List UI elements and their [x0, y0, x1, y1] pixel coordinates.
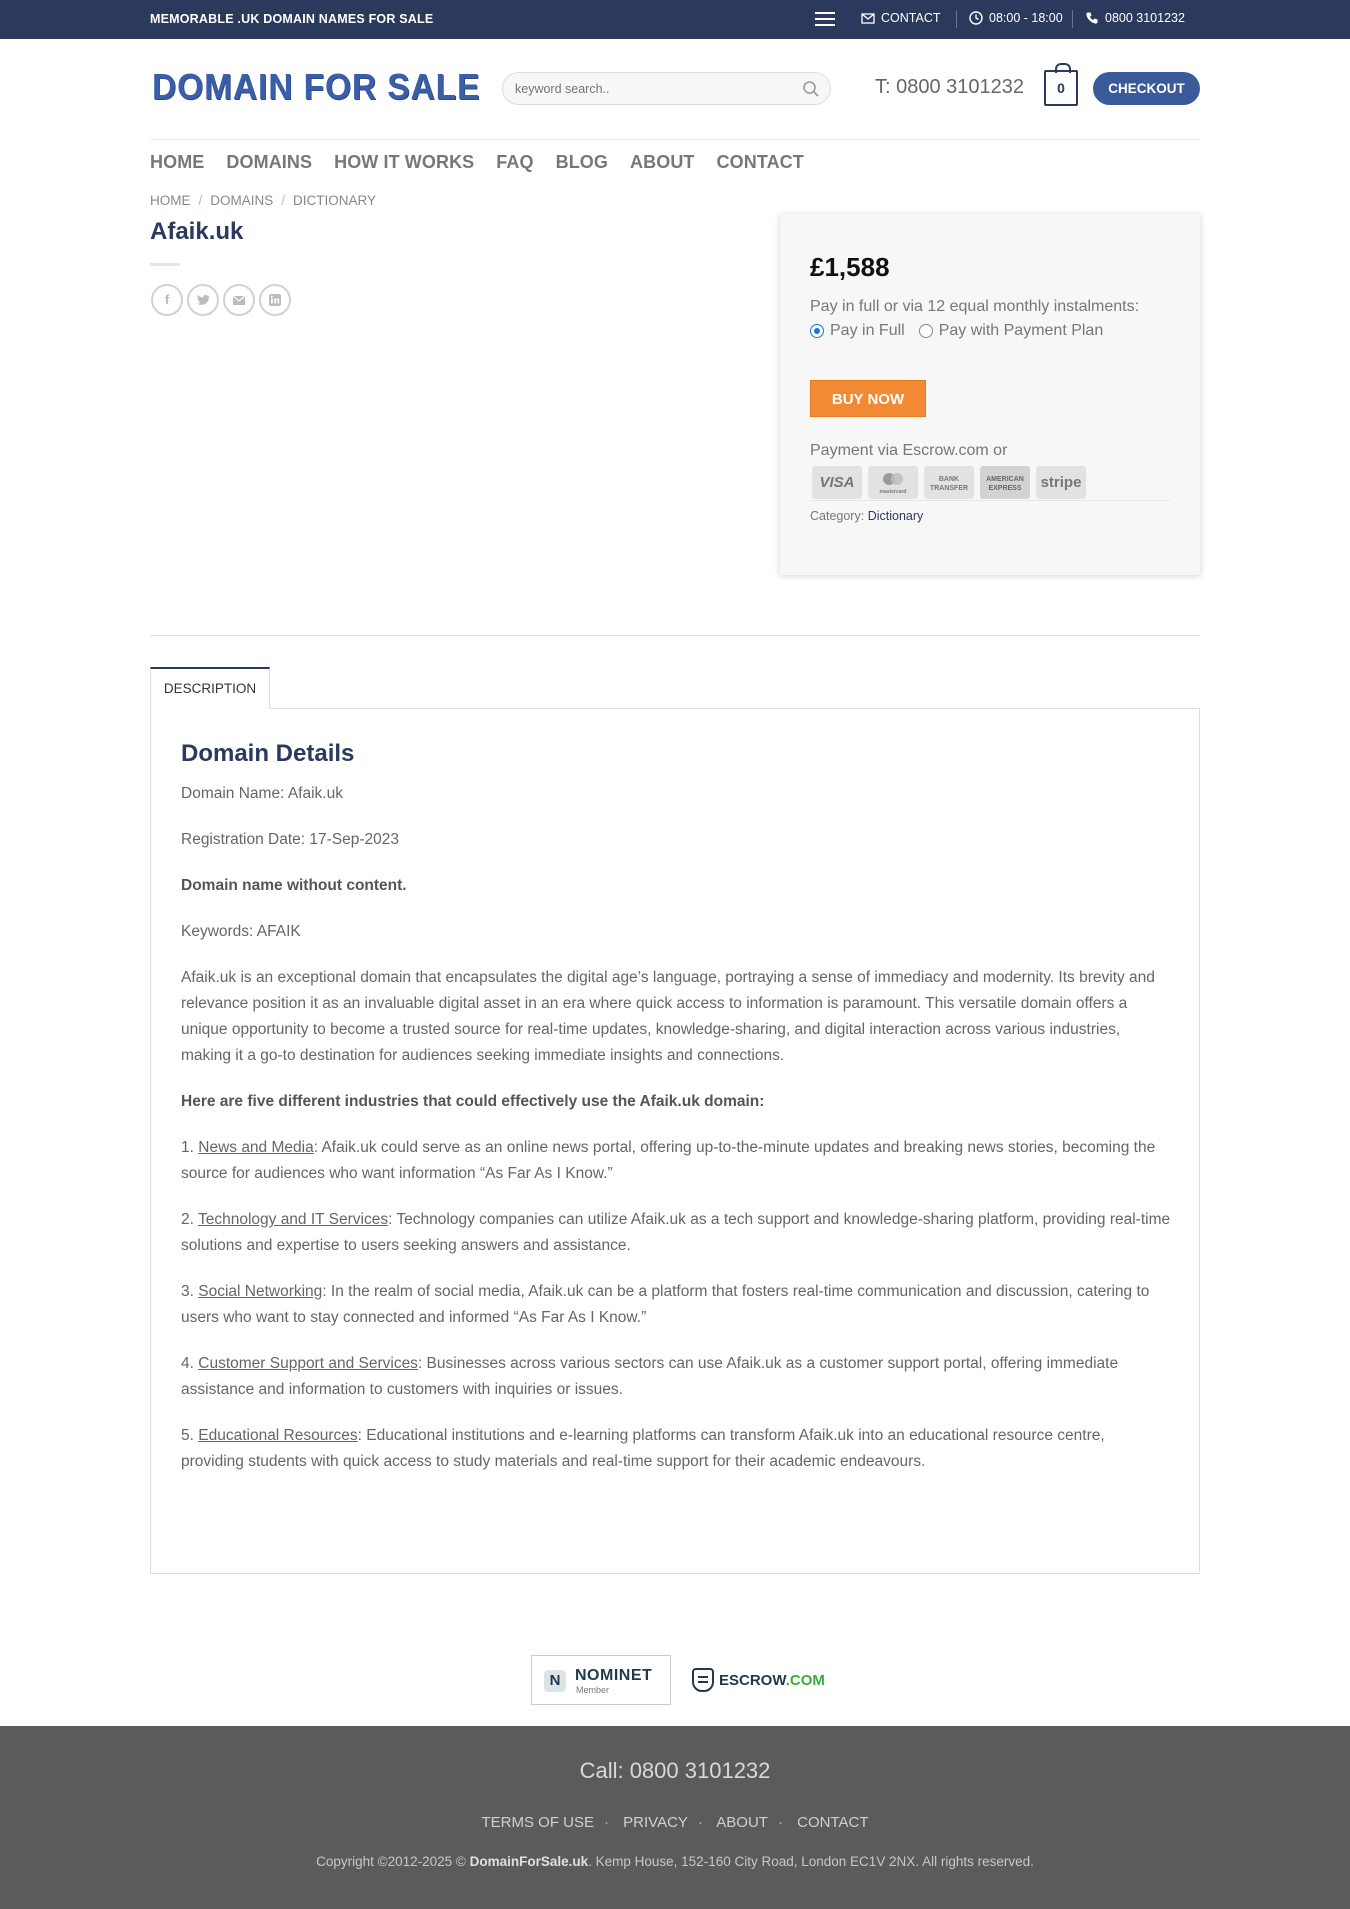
topbar-phone-link[interactable] [1085, 11, 1185, 25]
mastercard-icon [868, 466, 918, 499]
divider [810, 500, 1170, 501]
list-item [181, 1423, 1171, 1475]
nominet-member-logo[interactable] [531, 1655, 671, 1705]
copyright-prefix: Copyright ©2012-2025 © [316, 1854, 470, 1869]
item-number: 5. [181, 1427, 194, 1444]
separator: · [777, 1814, 783, 1831]
industry-link[interactable]: News and Media [198, 1139, 314, 1156]
footer-terms-link[interactable]: TERMS OF USE [481, 1814, 594, 1831]
twitter-icon [196, 293, 210, 307]
purchase-panel [780, 214, 1200, 575]
escrow-tld: .COM [785, 1671, 825, 1689]
breadcrumb-dictionary[interactable]: DICTIONARY [293, 193, 377, 208]
list-item [181, 1135, 1171, 1187]
nav-how-it-works[interactable]: HOW IT WORKS [334, 152, 475, 172]
checkout-button[interactable]: CHECKOUT [1093, 72, 1200, 105]
pay-in-full-radio[interactable] [810, 324, 824, 338]
topbar-contact-label: CONTACT [881, 11, 941, 25]
hours-label: 08:00 - 18:00 [989, 11, 1063, 25]
tab-description[interactable]: DESCRIPTION [150, 667, 270, 709]
page-title: Afaik.uk [150, 218, 244, 245]
item-text: : In the realm of social media, Afaik.uk can be a platform that fosters real-time communication and discussion, catering to users who want to stay connected and informed “As Far As I Know.” [181, 1283, 1150, 1326]
shield-icon [692, 1668, 714, 1692]
category-link[interactable]: Dictionary [867, 509, 924, 523]
item-number: 1. [181, 1139, 194, 1156]
nav-about[interactable]: ABOUT [630, 152, 695, 172]
escrow-text: Payment via Escrow.com or [810, 442, 1008, 459]
breadcrumb-domains[interactable]: DOMAINS [210, 193, 274, 208]
linkedin-share-button[interactable] [259, 284, 291, 316]
nominet-subtext: Member [576, 1685, 610, 1695]
buy-now-button[interactable]: BUY NOW [810, 380, 926, 417]
nav-home[interactable]: HOME [150, 152, 205, 172]
mastercard-logo [879, 472, 907, 486]
mastercard-label: mastercard [879, 489, 907, 495]
email-share-button[interactable] [223, 284, 255, 316]
nav-contact[interactable]: CONTACT [716, 152, 804, 172]
list-item [181, 1207, 1171, 1259]
divider [956, 10, 957, 28]
item-text: : Educational institutions and e-learning platforms can transform Afaik.uk into an educational resource centre, providing students with quick access to study materials and real-time support for their academic endeavours. [181, 1427, 1105, 1470]
cart-button[interactable]: 0 [1044, 70, 1078, 106]
price: £1,588 [810, 252, 890, 282]
payment-instructions: Pay in full or via 12 equal monthly instalments: [810, 298, 1140, 315]
item-number: 3. [181, 1283, 194, 1300]
footer-links [0, 1814, 1350, 1831]
divider [150, 635, 1200, 636]
nominet-text: NOMINET [575, 1667, 653, 1684]
breadcrumb [150, 193, 376, 208]
payment-plan-label[interactable]: Pay with Payment Plan [938, 322, 1104, 339]
top-bar [0, 0, 1350, 39]
clock-icon [969, 11, 983, 25]
copyright-brand: DomainForSale.uk [469, 1854, 589, 1869]
domain-details-heading: Domain Details [181, 740, 355, 767]
breadcrumb-home[interactable]: HOME [150, 193, 191, 208]
site-logo[interactable] [152, 66, 481, 114]
payment-options [810, 322, 1103, 340]
logo-text: DOMAIN FOR SALE [152, 66, 481, 107]
topbar-phone-label: 0800 3101232 [1105, 11, 1185, 25]
industry-link[interactable]: Technology and IT Services [197, 1211, 389, 1228]
envelope-icon [861, 11, 875, 25]
payment-methods [812, 466, 1086, 499]
footer-call: Call: 0800 3101232 [579, 1758, 771, 1783]
industries-heading: Here are five different industries that could effectively use the Afaik.uk domain: [181, 1093, 765, 1110]
envelope-icon [232, 293, 246, 307]
visa-icon: VISA [812, 466, 862, 499]
domain-name: Domain Name: Afaik.uk [181, 785, 343, 802]
registration-date: Registration Date: 17-Sep-2023 [181, 831, 399, 848]
list-item [181, 1279, 1171, 1331]
bank-transfer-icon: BANK TRANSFER [924, 466, 974, 499]
divider [1072, 10, 1073, 28]
keywords: Keywords: AFAIK [181, 923, 301, 940]
footer [0, 1726, 1350, 1909]
stripe-icon: stripe [1036, 466, 1086, 499]
facebook-icon: f [164, 292, 170, 307]
breadcrumb-separator: / [198, 193, 203, 208]
category-label: Category: [810, 509, 865, 523]
nav-domains[interactable]: DOMAINS [226, 152, 313, 172]
footer-privacy-link[interactable]: PRIVACY [623, 1814, 688, 1831]
no-content-note: Domain name without content. [181, 877, 407, 894]
copyright [0, 1854, 1350, 1869]
category [810, 509, 923, 523]
industry-link[interactable]: Customer Support and Services [198, 1355, 418, 1372]
intro-paragraph: Afaik.uk is an exceptional domain that encapsulates the digital age’s language, portraying a sense of immediacy and modernity. Its brevity and relevance position it as an invaluable digital asset in an era where quick access to information is paramount. This versatile domain offers a unique opportunity to become a trusted source for real-time updates, knowledge-sharing, and digital interaction across various industries, making it a go-to destination for audiences seeking immediate insights and connections. [181, 969, 1155, 1064]
industry-link[interactable]: Educational Resources [198, 1427, 358, 1444]
escrow-logo-text [719, 1672, 825, 1689]
item-number: 2. [181, 1211, 194, 1228]
divider [150, 139, 1200, 140]
topbar-contact-link[interactable] [861, 11, 941, 25]
footer-contact-link[interactable]: CONTACT [797, 1814, 869, 1831]
tagline: MEMORABLE .UK DOMAIN NAMES FOR SALE [150, 12, 434, 26]
divider [150, 263, 180, 266]
escrow-logo[interactable] [692, 1668, 825, 1692]
breadcrumb-separator: / [281, 193, 286, 208]
search-icon[interactable] [802, 80, 820, 98]
search-box [502, 72, 831, 105]
item-text: : Technology companies can utilize Afaik.uk as a tech support and knowledge-sharing platform, providing real-time solutions and expertise to users seeking answers and assistance. [181, 1211, 1171, 1254]
payment-plan-radio[interactable] [919, 324, 933, 338]
nav-faq[interactable]: FAQ [496, 152, 534, 172]
pay-in-full-label[interactable]: Pay in Full [830, 322, 905, 339]
escrow-word: ESCROW [719, 1671, 786, 1689]
item-text: : Businesses across various sectors can use Afaik.uk as a customer support portal, offering immediate assistance and information to customers with inquiries or issues. [181, 1355, 1119, 1398]
facebook-share-button[interactable] [151, 284, 183, 316]
nav-blog[interactable]: BLOG [555, 152, 609, 172]
search-input[interactable] [515, 79, 785, 99]
description-panel [150, 708, 1200, 1574]
footer-about-link[interactable]: ABOUT [716, 1814, 768, 1831]
industry-link[interactable]: Social Networking [198, 1283, 323, 1300]
separator: · [604, 1814, 609, 1831]
opening-hours [969, 11, 1063, 25]
description-content [181, 739, 1171, 1495]
nominet-icon: N [544, 1670, 566, 1692]
header-phone: T: 0800 3101232 [875, 76, 1025, 98]
twitter-share-button[interactable] [187, 284, 219, 316]
list-item [181, 1351, 1171, 1403]
item-text: : Afaik.uk could serve as an online news portal, offering up-to-the-minute updates and breaking news stories, becoming the source for audiences who want information “As Far As I Know.” [181, 1139, 1156, 1182]
item-number: 4. [181, 1355, 194, 1372]
main-nav [150, 152, 826, 173]
menu-icon[interactable] [815, 12, 835, 26]
share-buttons [151, 284, 291, 316]
amex-icon: AMERICAN EXPRESS [980, 466, 1030, 499]
copyright-address: . Kemp House, 152-160 City Road, London EC1V 2NX. All rights reserved. [588, 1854, 1034, 1869]
linkedin-icon [268, 293, 282, 307]
phone-icon [1085, 11, 1099, 25]
separator: · [697, 1814, 703, 1831]
